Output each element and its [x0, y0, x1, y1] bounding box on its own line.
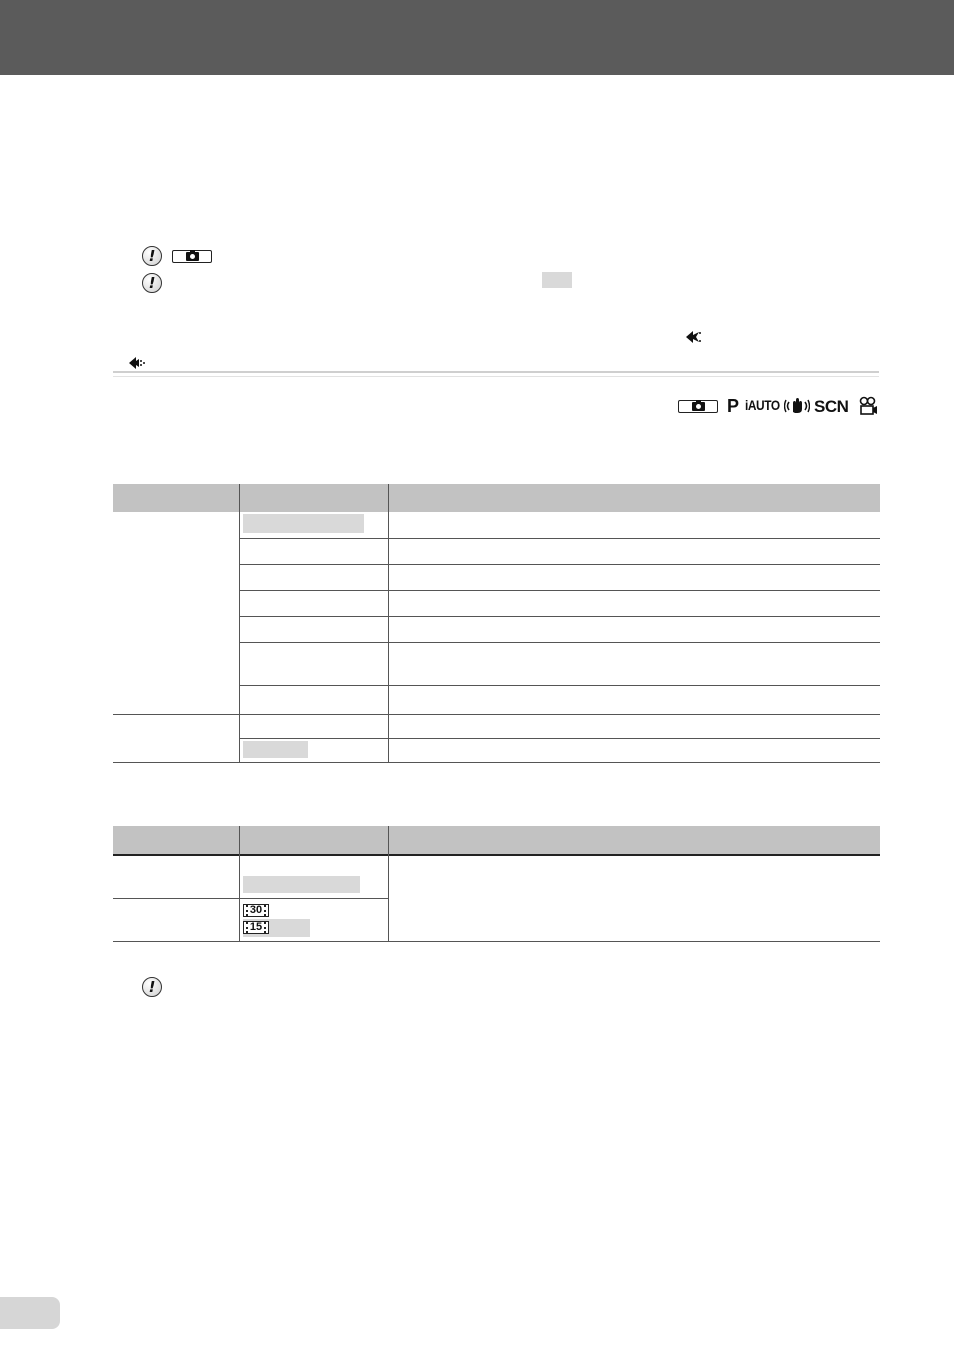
note-icon: ! [142, 273, 162, 293]
table-row-divider [239, 642, 880, 643]
table-row-divider [239, 538, 880, 539]
table-bottom-border [113, 762, 880, 763]
section-divider [113, 371, 879, 373]
table-row-divider [113, 898, 389, 899]
image-stabilizer-icon [784, 396, 810, 416]
section-divider [113, 376, 879, 377]
camera-icon [692, 402, 705, 411]
program-mode-icon: P [727, 396, 740, 416]
camera-icon [186, 252, 199, 261]
table-header-row [113, 826, 880, 854]
table-column-divider [239, 484, 240, 762]
burst-icon [684, 329, 702, 345]
table-row-divider [239, 685, 880, 686]
table-bottom-border [113, 941, 880, 942]
table-row-divider [239, 564, 880, 565]
table-group-divider [113, 714, 880, 715]
page-number-tab [0, 1297, 60, 1329]
table-column-divider [388, 484, 389, 762]
scene-mode-icon: SCN [814, 397, 849, 416]
camera-mode-icon [678, 400, 718, 413]
table-row-divider [239, 738, 880, 739]
iauto-mode-icon: iAUTO [745, 397, 780, 413]
note-icon: ! [142, 246, 162, 266]
burst-icon [128, 355, 146, 371]
movie-icon [858, 396, 878, 416]
note-icon: ! [142, 977, 162, 997]
camera-mode-icon [172, 250, 212, 263]
default-setting-chip [243, 741, 308, 758]
frame-rate-30-icon: 30 [243, 904, 269, 917]
table-row-divider [239, 590, 880, 591]
table-column-divider [388, 826, 389, 941]
frame-rate-15-icon: 15 [243, 921, 269, 934]
table-row-divider [239, 616, 880, 617]
table-column-divider [239, 826, 240, 941]
highlight-chip [542, 272, 572, 288]
default-setting-chip [243, 876, 360, 893]
table-header-row [113, 484, 880, 512]
header-bar [0, 0, 954, 75]
default-setting-chip [243, 514, 364, 533]
table-header-border [113, 854, 880, 856]
